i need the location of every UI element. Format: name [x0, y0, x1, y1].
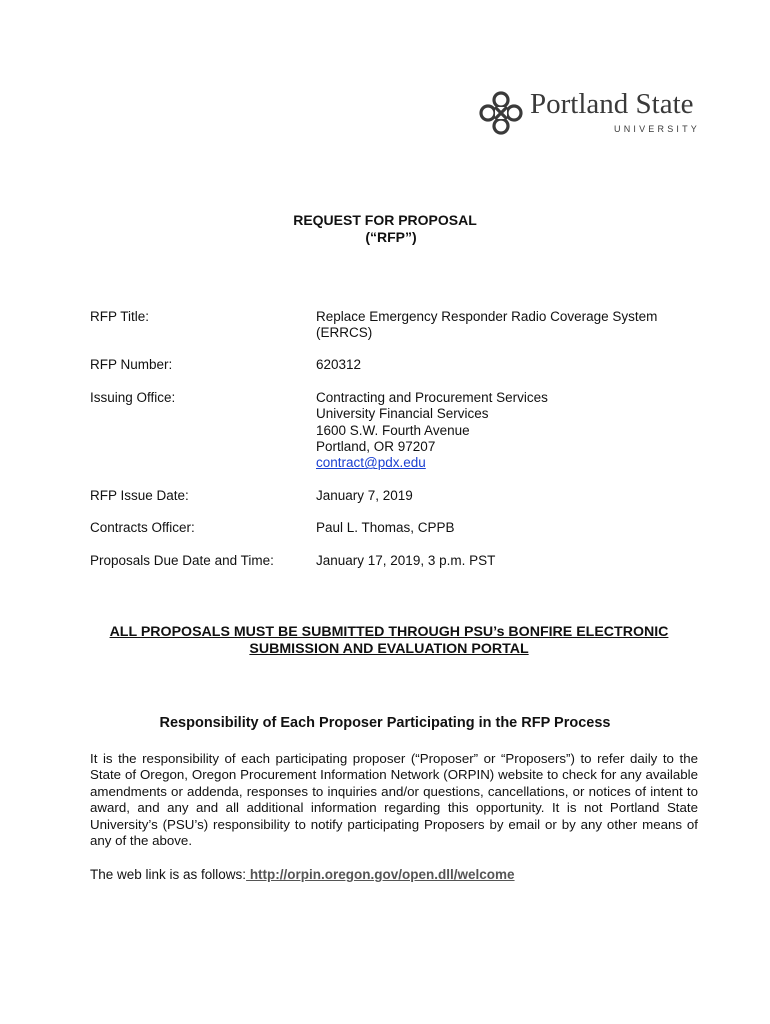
orpin-weblink[interactable]: http://orpin.oregon.gov/open.dll/welcome: [246, 867, 515, 882]
issue-date-label: RFP Issue Date:: [90, 488, 189, 503]
issuing-office-line: 1600 S.W. Fourth Avenue: [316, 422, 470, 438]
issuing-office-label: Issuing Office:: [90, 390, 176, 405]
psu-logo-mark-icon: [478, 90, 524, 136]
submission-notice: ALL PROPOSALS MUST BE SUBMITTED THROUGH PSU’s BONFIRE ELECTRONIC: [109, 624, 669, 640]
document-title-abbrev: (“RFP”): [365, 229, 417, 245]
rfp-title-value: [316, 309, 706, 342]
rfp-title-line: (ERRCS): [316, 325, 373, 341]
due-date-value: January 17, 2019, 3 p.m. PST: [316, 553, 496, 568]
issuing-office-line: University Financial Services: [316, 406, 489, 422]
document-title: REQUEST FOR PROPOSAL: [293, 212, 477, 228]
contracts-officer-label: Contracts Officer:: [90, 520, 195, 535]
due-date-label: Proposals Due Date and Time:: [90, 553, 274, 568]
issuing-office-line: Contracting and Procurement Services: [316, 390, 548, 405]
issue-date-value: January 7, 2019: [316, 488, 413, 503]
rfp-title-label: RFP Title:: [90, 309, 150, 324]
submission-notice: SUBMISSION AND EVALUATION PORTAL: [249, 641, 529, 657]
contracts-officer-value: Paul L. Thomas, CPPB: [316, 520, 455, 535]
logo-name: Portland State: [530, 88, 694, 120]
logo-subtitle: UNIVERSITY: [614, 124, 701, 134]
rfp-number-label: RFP Number:: [90, 357, 173, 372]
issuing-office-line: Portland, OR 97207: [316, 438, 436, 454]
rfp-number-value: 620312: [316, 357, 362, 372]
responsibility-heading: Responsibility of Each Proposer Participating in the RFP Process: [159, 715, 611, 731]
issuing-office-value: [316, 390, 706, 471]
responsibility-paragraph: It is the responsibility of each participating proposer (“Proposer” or “Proposers”) to refer daily to the State of Oregon, Oregon Procurement Information Network (ORPIN) website to check for any available amendments or addenda, responses to inquiries and/or questions, cancellations, or notices of intent to award, and any and all additional information regarding this opportunity. It is not Portland State University’s (PSU’s) responsibility to notify participating Proposers by email or by any other means of any of the above.: [90, 751, 698, 849]
weblink-line: [90, 867, 515, 882]
rfp-title-line: Replace Emergency Responder Radio Coverage System: [316, 309, 658, 324]
weblink-prefix: The web link is as follows:: [90, 867, 247, 882]
psu-logo: [478, 88, 708, 138]
issuing-office-email-link[interactable]: contract@pdx.edu: [316, 455, 426, 471]
